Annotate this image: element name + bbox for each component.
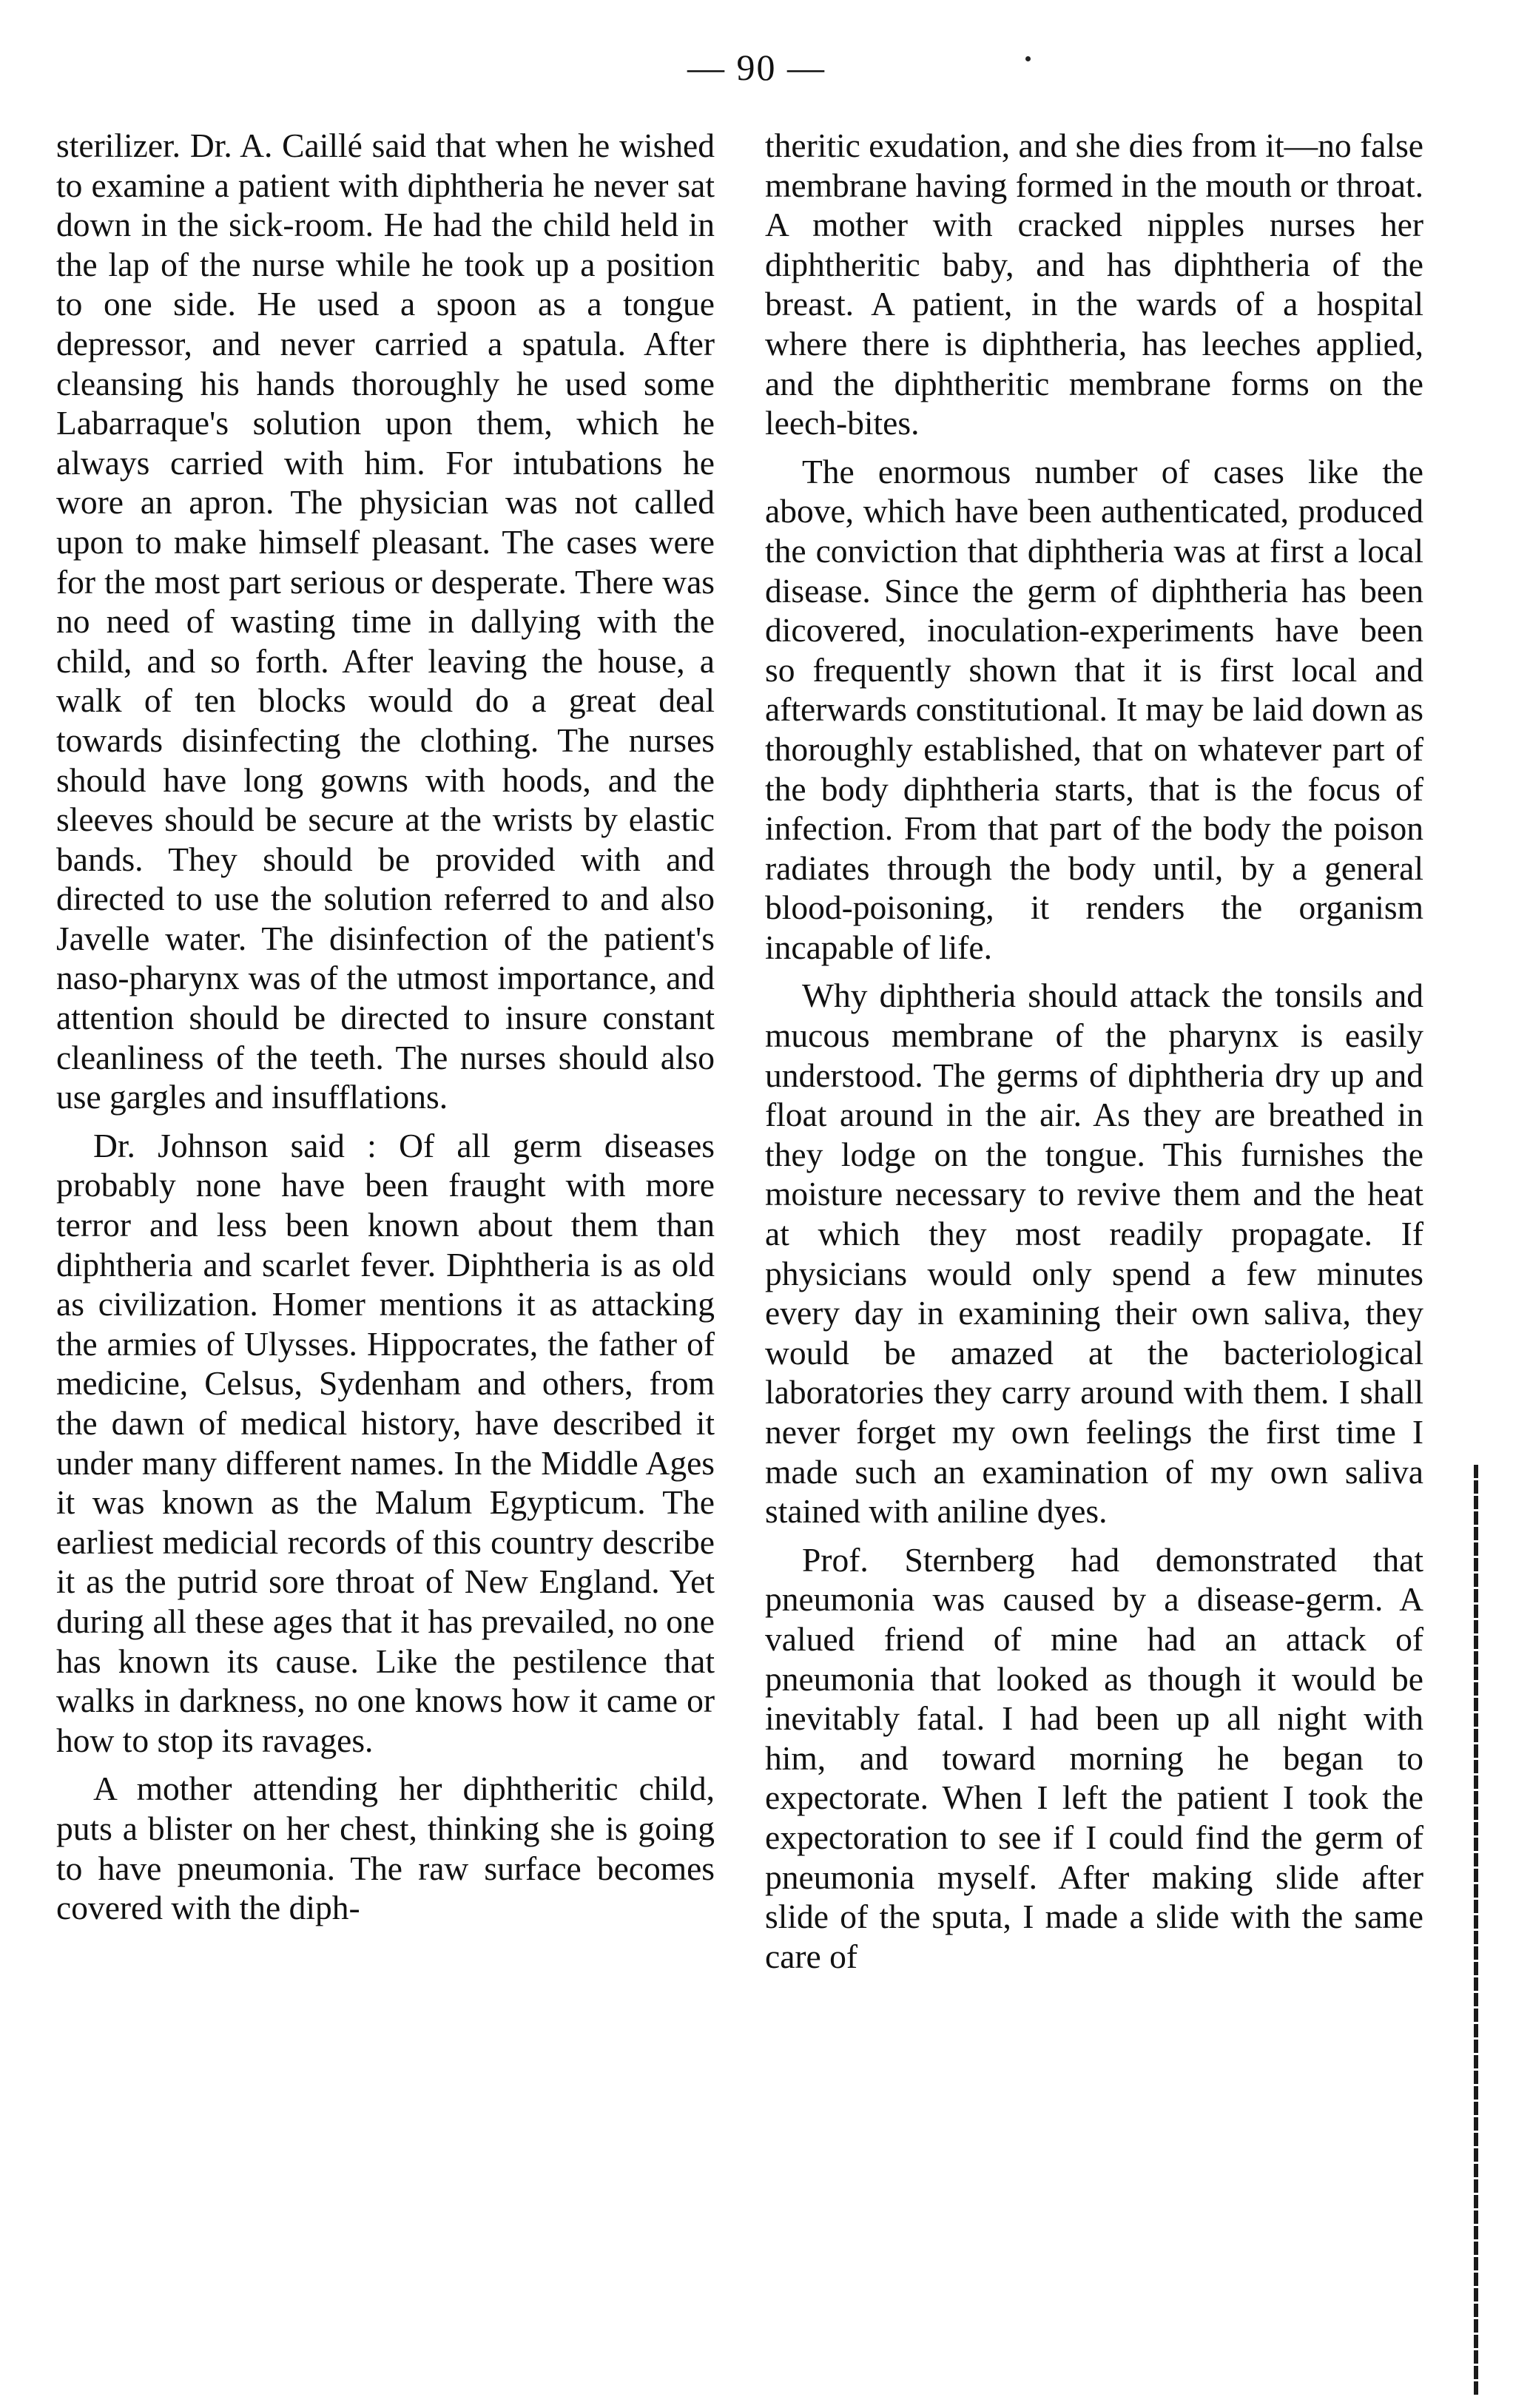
paragraph: Prof. Sternberg had demonstrated that pneumonia was caused by a disease-germ. A valued friend of mine had an attack of pneumonia that looked as though it would be inevitably fatal. I had been up all night with him, and toward morning he began to expectorate. When I left the patient I took the expectoration to see if I could find the germ of pneumonia myself. After making slide after slide of the sputa, I made a slide with the same care of [765,1540,1423,1975]
page-number: — 90 — [687,47,826,88]
scan-edge-mark [1474,1465,1478,2397]
left-column [56,126,715,1937]
paragraph: A mother attending her diphtheritic child, puts a blister on her chest, thinking she is going to have pneumonia. The raw surface becomes covered with the diph- [56,1770,715,1927]
paragraph: The enormous number of cases like the above, which have been authenticated, produced the conviction that diphtheria was at first a local disease. Since the germ of diphtheria has been dicovered, inoculation-experiments have been so frequently shown that it is first local and afterwards constitutional. It may be laid down as thoroughly established, that on whatever part of the body diphtheria starts, that is the focus of infection. From that part of the body the poison radiates through the body until, by a general blood-poisoning, it renders the organism incapable of life. [765,452,1423,966]
paragraph: Why diphtheria should attack the tonsils and mucous membrane of the pharynx is easily understood. The germs of diphtheria dry up and float around in the air. As they are breathed in they lodge on the tongue. This furnishes the moisture necessary to revive them and the heat at which they most readily propagate. If physicians would only spend a few minutes every day in examining their own saliva, they would be amazed at the bacteriological laboratories they carry around with them. I shall never forget my own feelings the first time I made such an examination of my own saliva stained with aniline dyes. [765,977,1423,1531]
print-speck [1025,56,1031,61]
paragraph: Dr. Johnson said : Of all germ diseases probably none have been fraught with more terror and less been known about them than diphtheria and scarlet fever. Diphtheria is as old as civilization. Homer mentions it as attacking the armies of Ulysses. Hippocrates, the father of medicine, Celsus, Sydenham and others, from the dawn of medical history, have described it under many different names. In the Middle Ages it was known as the Malum Egypticum. The earliest medicial records of this country describe it as the putrid sore throat of New England. Yet during all these ages that it has prevailed, no one has known its cause. Like the pestilence that walks in darkness, no one knows how it came or how to stop its ravages. [56,1126,715,1759]
right-column [765,126,1423,1985]
paragraph: sterilizer. Dr. A. Caillé said that when he wished to examine a patient with diphtheria he never sat down in the sick-room. He had the child held in the lap of the nurse while he took up a position to one side. He used a spoon as a tongue depressor, and never carried a spatula. After cleansing his hands thoroughly he used some Labarraque's solution upon them, which he always carried with him. For intubations he wore an apron. The physician was not called upon to make himself pleasant. The cases were for the most part serious or desperate. There was no need of wasting time in dallying with the child, and so forth. After leaving the house, a walk of ten blocks would do a great deal towards disinfecting the clothing. The nurses should have long gowns with hoods, and the sleeves should be secure at the wrists by elastic bands. They should be provided with and directed to use the solution referred to and also Javelle water. The disinfection of the patient's naso-pharynx was of the utmost importance, and attention should be directed to insure constant cleanliness of the teeth. The nurses should also use gargles and insufflations. [56,127,715,1116]
paragraph: theritic exudation, and she dies from it—no false membrane having formed in the mouth or throat. A mother with cracked nipples nurses her diphtheritic baby, and has diphtheria of the breast. A patient, in the wards of a hospital where there is diphtheria, has leeches applied, and the diphtheritic membrane forms on the leech-bites. [765,127,1423,442]
